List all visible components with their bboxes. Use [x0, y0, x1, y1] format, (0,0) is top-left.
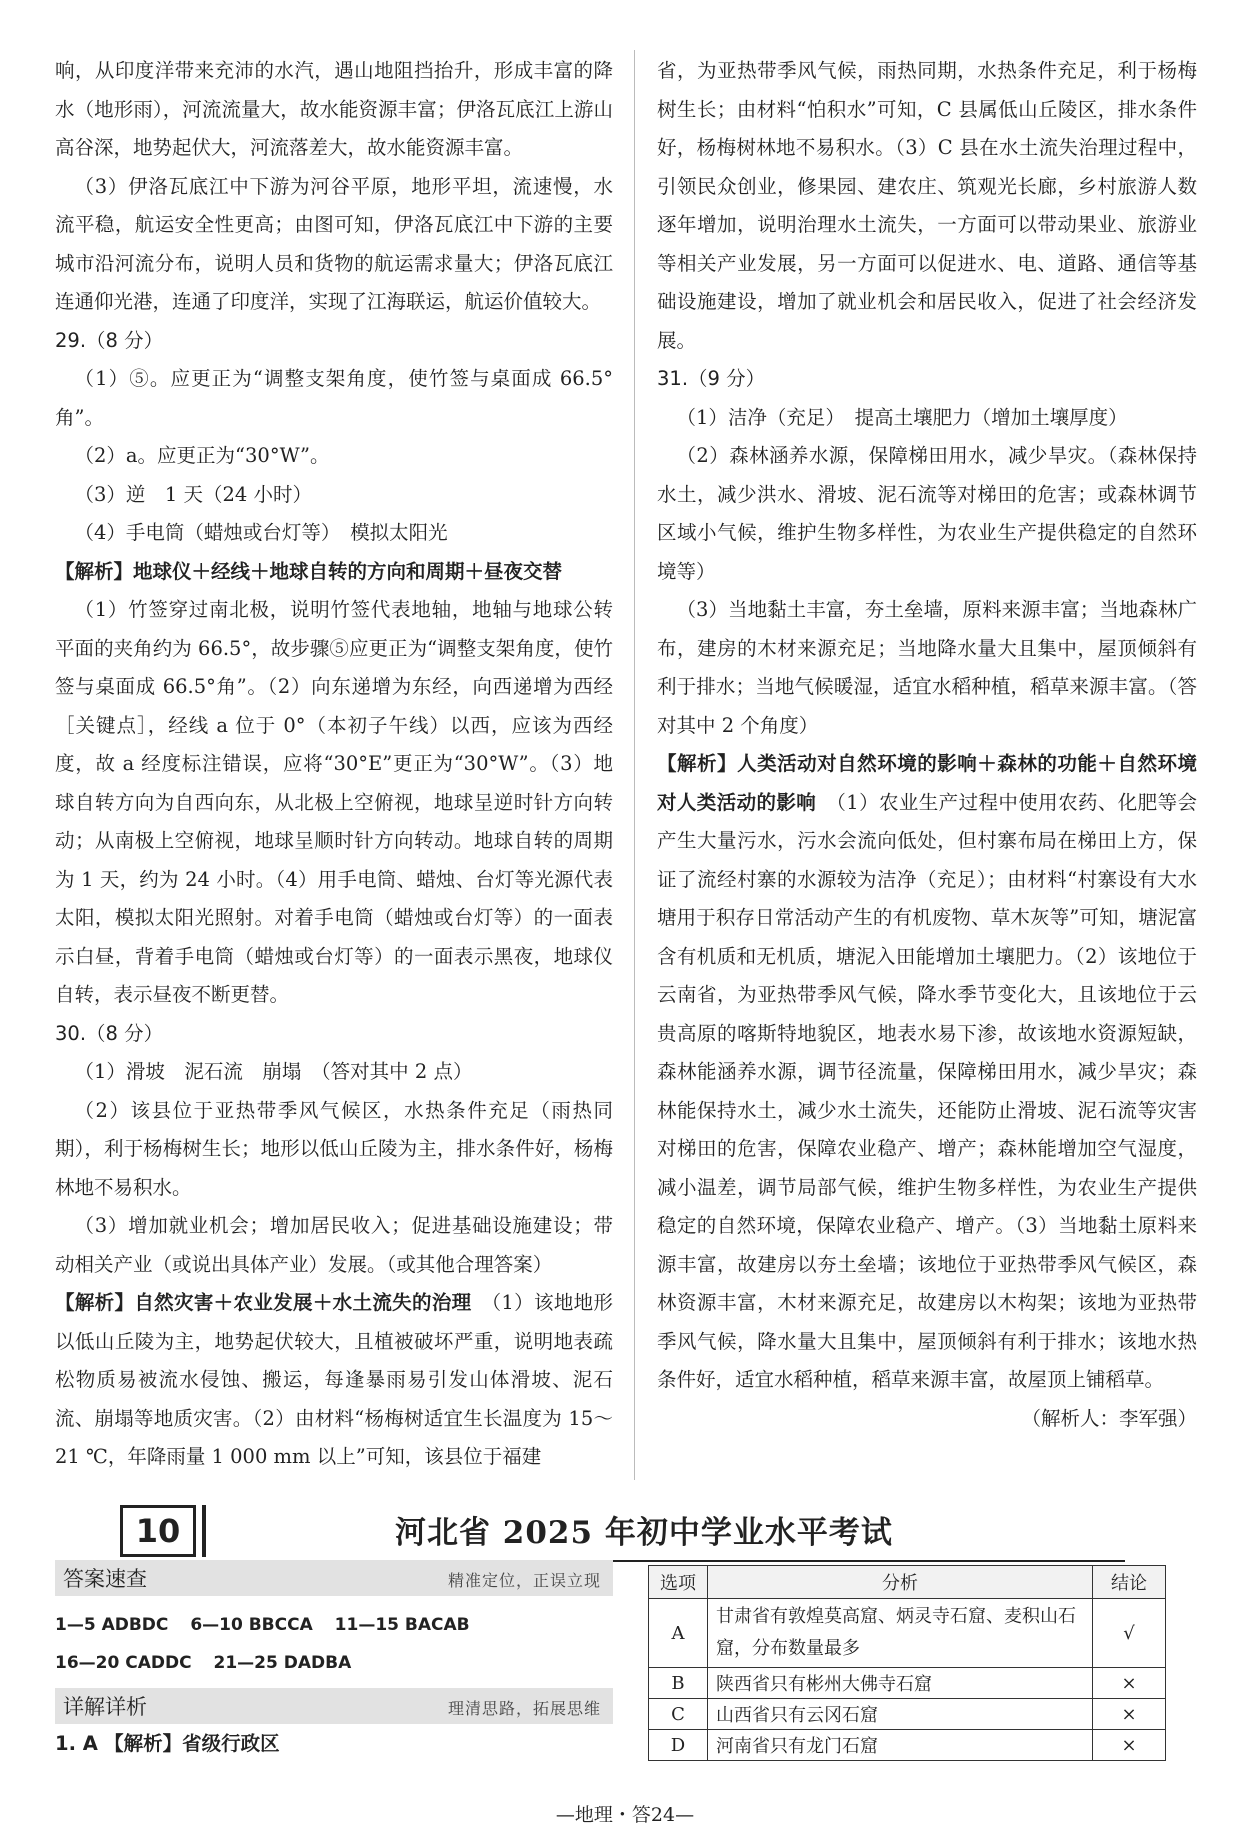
q30-answer-1: （1）滑坡 泥石流 崩塌 （答对其中 2 点） [74, 1060, 473, 1083]
q29-answer-4: （4）手电筒（蜡烛或台灯等） 模拟太阳光 [74, 521, 448, 544]
q29-answer-1: （1）⑤。应更正为“调整支架角度，使竹签与桌面成 66.5°角”。 [55, 367, 613, 429]
header-option: 选项 [649, 1566, 708, 1599]
quick-answer-list [55, 1606, 613, 1682]
quick-answer-header [55, 1560, 613, 1596]
detail-q1-text: 【解析】省级行政区 [104, 1732, 280, 1755]
q29-answer-2: （2）a。应更正为“30°W”。 [74, 444, 330, 467]
analyst-signature: （解析人：李军强） [1021, 1406, 1197, 1430]
table-header-row [649, 1566, 1166, 1599]
table-row [649, 1599, 1166, 1668]
detailed-analysis-label: 详解详析 [63, 1695, 147, 1719]
analysis-table [648, 1565, 1166, 1761]
answer-group: 16—20 CADDC [55, 1653, 192, 1673]
header-analysis: 分析 [708, 1566, 1093, 1599]
q29-analysis-body: （1）竹签穿过南北极，说明竹签代表地轴，地轴与地球公转平面的夹角约为 66.5°，故步骤⑤应更正为“调整支架角度，使竹签与桌面成 66.5°角”。（2）向东递增为东经，向西递增为西经［关键点］，经线 a 位于 0°（本初子午线）以西，应该为西经度，故 a 经度标注错误，应将“30°E”更正为“30°W”。（3）地球自转方向为自西向东，从北极上空俯视，地球呈逆时针方向转动；从南极上空俯视，地球呈顺时针方向转动。地球自转的周期为 1 天，约为 24 小时。（4）用手电筒、蜡烛、台灯等光源代表太阳，模拟太阳光照射。对着手电筒（蜡烛或台灯等）的一面表示白昼，背着手电筒（蜡烛或台灯等）的一面表示黑夜，地球仪自转，表示昼夜不断更替。 [55, 598, 613, 1006]
q30-analysis-body: （1）该地地形以低山丘陵为主，地势起伏较大，且植被破坏严重，说明地表疏松物质易被流水侵蚀、搬运，每逢暴雨易引发山体滑坡、泥石流、崩塌等地质灾害。（2）由材料“杨梅树适宜生长温度为 15～21 ℃，年降雨量 1 000 mm 以上”可知，该县位于福建 [55, 1291, 613, 1468]
detail-question-1 [55, 1728, 280, 1756]
row-analysis: 河南省只有龙门石窟 [708, 1730, 1093, 1761]
quick-answer-label: 答案速查 [63, 1567, 147, 1591]
answer-group: 21—25 DADBA [213, 1653, 352, 1673]
row-analysis: 陕西省只有彬州大佛寺石窟 [708, 1668, 1093, 1699]
row-analysis: 甘肃省有敦煌莫高窟、炳灵寺石窟、麦积山石窟，分布数量最多 [708, 1599, 1093, 1668]
q30-analysis [55, 1284, 613, 1477]
answer-group: 1—5 ADBDC [55, 1615, 169, 1635]
detailed-analysis-header [55, 1688, 613, 1724]
q29-analysis-head: 【解析】地球仪＋经线＋地球自转的方向和周期＋昼夜交替 [55, 559, 563, 583]
row-result-check: √ [1093, 1599, 1166, 1668]
table-row [649, 1668, 1166, 1699]
section-bar [202, 1505, 206, 1557]
q31-analysis-head: 【解析】人类活动对自然环境的影响＋森林的功能＋自然环境对人类活动的影响 [657, 752, 1197, 814]
row-result-cross: × [1093, 1668, 1166, 1699]
row-option: D [649, 1730, 708, 1761]
q30-answer-2: （2）该县位于亚热带季风气候区，水热条件充足（雨热同期），利于杨梅树生长；地形以低山丘陵为主，排水条件好，杨梅林地不易积水。 [55, 1098, 613, 1199]
column-divider [634, 50, 635, 1480]
answer-row-1 [55, 1606, 613, 1644]
q31-analysis [657, 745, 1197, 1400]
section-banner [120, 1505, 1125, 1565]
row-option: B [649, 1668, 708, 1699]
table-row [649, 1699, 1166, 1730]
row-result-cross: × [1093, 1730, 1166, 1761]
question-31-number: 31.（9 分） [657, 367, 766, 390]
table-row [649, 1730, 1166, 1761]
detail-q1-number: 1. A [55, 1732, 98, 1755]
q31-answer-3: （3）当地黏土丰富，夯土垒墙，原料来源丰富；当地森林广布，建房的木材来源充足；当地降水量大且集中，屋顶倾斜有利于排水；当地气候暖湿，适宜水稻种植，稻草来源丰富。（答对其中 2 个角度） [657, 598, 1197, 737]
detailed-analysis-slogan: 理清思路，拓展思维 [447, 1699, 601, 1718]
section-number: 10 [120, 1505, 196, 1557]
q31-answer-1: （1）洁净（充足） 提高土壤肥力（增加土壤厚度） [676, 405, 1128, 429]
q31-analysis-body: （1）农业生产过程中使用农药、化肥等会产生大量污水，污水会流向低处，但村寨布局在梯田上方，保证了流经村寨的水源较为洁净（充足）；由材料“村寨设有大水塘用于积存日常活动产生的有机废物、草木灰等”可知，塘泥富含有机质和无机质，塘泥入田能增加土壤肥力。（2）该地位于云南省，为亚热带季风气候，降水季节变化大，且该地位于云贵高原的喀斯特地貌区，地表水易下渗，故该地水资源短缺，森林能涵养水源，调节径流量，保障梯田用水，减少旱灾；森林能保持水土，减少水土流失，还能防止滑坡、泥石流等灾害对梯田的危害，保障农业稳产、增产；森林能增加空气湿度，减小温差，调节局部气候，维护生物多样性，为农业生产提供稳定的自然环境，保障农业稳产、增产。（3）当地黏土原料来源丰富，故建房以夯土垒墙；该地位于亚热带季风气候区，森林资源丰富，木材来源充足，故建房以木构架；该地为亚热带季风气候，降水量大且集中，屋顶倾斜有利于排水；该地水热条件好，适宜水稻种植，稻草来源丰富，故屋顶上铺稻草。 [657, 790, 1197, 1391]
q31-answer-2: （2）森林涵养水源，保障梯田用水，减少旱灾。（森林保持水土，减少洪水、滑坡、泥石流等对梯田的危害；或森林调节区域小气候，维护生物多样性，为农业生产提供稳定的自然环境等） [657, 444, 1197, 583]
row-result-cross: × [1093, 1699, 1166, 1730]
continued-paragraph-3: （3）伊洛瓦底江中下游为河谷平原，地形平坦，流速慢，水流平稳，航运安全性更高；由图可知，伊洛瓦底江中下游的主要城市沿河流分布，说明人员和货物的航运需求量大；伊洛瓦底江连通仰光港，连通了印度洋，实现了江海联运，航运价值较大。 [55, 174, 613, 313]
row-option: A [649, 1599, 708, 1668]
row-option: C [649, 1699, 708, 1730]
q30-answer-3: （3）增加就业机会；增加居民收入；促进基础设施建设；带动相关产业（或说出具体产业）发展。（或其他合理答案） [55, 1214, 613, 1276]
row-analysis: 山西省只有云冈石窟 [708, 1699, 1093, 1730]
q30-continued: 省，为亚热带季风气候，雨热同期，水热条件充足，利于杨梅树生长；由材料“怕积水”可知，C 县属低山丘陵区，排水条件好，杨梅树林地不易积水。（3）C 县在水土流失治理过程中，引领民众创业，修果园、建农庄、筑观光长廊，乡村旅游人数逐年增加，说明治理水土流失，一方面可以带动果业、旅游业等相关产业发展，另一方面可以促进水、电、道路、通信等基础设施建设，增加了就业机会和居民收入，促进了社会经济发展。 [657, 59, 1197, 352]
section-title: 河北省 2025 年初中学业水平考试 [395, 1515, 893, 1551]
right-column [657, 52, 1197, 1438]
answer-group: 6—10 BBCCA [190, 1615, 313, 1635]
header-result: 结论 [1093, 1566, 1166, 1599]
q29-answer-3: （3）逆 1 天（24 小时） [74, 482, 313, 506]
question-30-number: 30.（8 分） [55, 1021, 164, 1045]
answer-group: 11—15 BACAB [334, 1615, 470, 1635]
left-column [55, 52, 613, 1477]
answer-row-2 [55, 1644, 613, 1682]
page-footer: —地理・答24— [555, 1804, 695, 1826]
quick-answer-slogan: 精准定位，正误立现 [447, 1571, 601, 1590]
question-29-number: 29.（8 分） [55, 328, 164, 352]
q30-analysis-head: 【解析】自然灾害＋农业发展＋水土流失的治理 [55, 1291, 472, 1314]
continued-paragraph: 响，从印度洋带来充沛的水汽，遇山地阻挡抬升，形成丰富的降水（地形雨），河流流量大，故水能资源丰富；伊洛瓦底江上游山高谷深，地势起伏大，河流落差大，故水能资源丰富。 [55, 59, 613, 159]
